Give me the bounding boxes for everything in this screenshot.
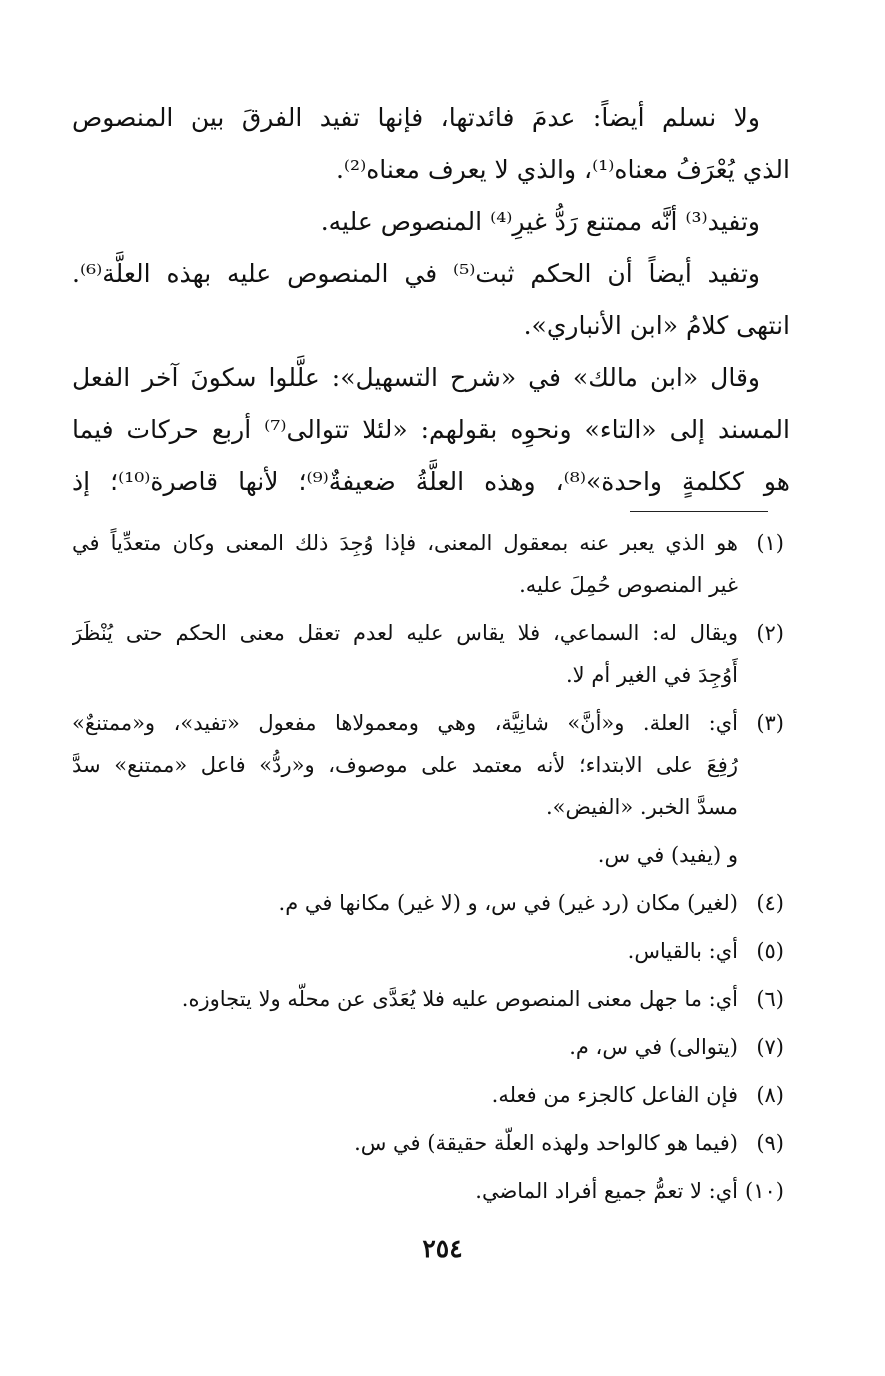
footnote-number: (٧) [756,1035,784,1059]
footnote-text [72,522,738,606]
footnote-item [72,1170,784,1212]
main-text-line: ولا نسلم أيضاً: عدمَ فائدتها، فإنها تفيد الفرقَ بين المنصوص [72,103,760,132]
main-text-line: وتفيد أيضاً أن الحكم ثبت⁽⁵⁾ في المنصوص عليه بهذه العلَّة⁽⁶⁾. [72,259,760,288]
footnote-text [72,1122,738,1164]
footnote-line: (يتوالى) في س، م. [569,1035,738,1059]
page-number: ٢٥٤ [422,1234,463,1263]
footnote-number: (٨) [756,1083,784,1107]
footnote-text [72,612,738,696]
footnote-item [72,702,784,828]
footnotes-block [72,522,784,1218]
footnote-number: (٣) [756,711,784,735]
footnote-line: رُفِعَ على الابتداء؛ لأنه معتمد على موصوف، و«ردُّ» فاعل «ممتنع» سدَّ [72,753,738,777]
main-text-line: وتفيد⁽³⁾ أنَّه ممتنع رَدُّ غيرِ⁽⁴⁾ المنصوص عليه. [320,207,760,236]
footnote-line: أي: لا تعمُّ جميع أفراد الماضي. [475,1179,738,1203]
footnote-text [72,978,738,1020]
footnote-text [72,1026,738,1068]
footnote-number: (٢) [756,621,784,645]
main-text-line: وقال «ابن مالك» في «شرح التسهيل»: علَّلوا سكونَ آخر الفعل [72,363,760,392]
footnote-text [72,882,738,924]
footnote-line: هو الذي يعبر عنه بمعقول المعنى، فإذا وُجِدَ ذلك المعنى وكان متعدِّياً في [72,531,738,555]
footnote-line: مسدَّ الخبر. «الفيض». [545,795,738,819]
footnote-line: أَوُجِدَ في الغير أم لا. [566,663,738,687]
footnote-text [72,1170,738,1212]
footnote-text [72,930,738,972]
footnote-number: (١) [756,531,784,555]
footnote-line: أي: ما جهل معنى المنصوص عليه فلا يُعَدَّى عن محلّه ولا يتجاوزه. [181,987,738,1011]
footnote-number: (٦) [756,987,784,1011]
footnote-number: (٩) [756,1131,784,1155]
footnote-number: (٤) [756,891,784,915]
footnote-item [72,882,784,924]
footnote-line: أي: بالقياس. [627,939,738,963]
footnote-text [72,702,738,828]
main-text-line: الذي يُعْرَفُ معناه⁽¹⁾، والذي لا يعرف معناه⁽²⁾. [335,155,790,184]
footnote-line: (فيما هو كالواحد ولهذه العلّة حقيقة) في س. [354,1131,738,1155]
footnote-item [72,522,784,606]
footnote-continuation: و (يفيد) في س. [597,843,738,867]
main-text-line: المسند إلى «التاء» ونحوِه بقولهم: «لئلا تتوالى⁽⁷⁾ أربع حركات فيما [72,415,790,444]
footnote-text [72,1074,738,1116]
main-text-line: انتهى كلامُ «ابن الأنباري». [523,311,790,340]
footnote-item [72,978,784,1020]
footnote-item [72,930,784,972]
footnote-line: (لغير) مكان (رد غير) في س، و (لا غير) مكانها في م. [278,891,738,915]
footnote-item [72,612,784,696]
main-text-block [72,92,790,508]
footnote-number: (١٠) [745,1179,784,1203]
footnote-line: فإن الفاعل كالجزء من فعله. [491,1083,738,1107]
main-text-line: هو ككلمةٍ واحدة»⁽⁸⁾، وهذه العلَّةُ ضعيفةٌ⁽⁹⁾؛ لأنها قاصرة⁽¹⁰⁾؛ إذ [72,467,790,496]
footnote-item [72,1026,784,1068]
footnote-item [72,1074,784,1116]
footnote-line: أي: العلة. و«أنَّ» شانِيَّة، وهي ومعمولاها مفعول «تفيد»، و«ممتنعٌ» [72,711,738,735]
footnote-number: (٥) [756,939,784,963]
footnote-line: غير المنصوص حُمِلَ عليه. [519,573,738,597]
footnote-item [72,1122,784,1164]
footnote-line: ويقال له: السماعي، فلا يقاس عليه لعدم تعقل معنى الحكم حتى يُنْظَرَ [72,621,738,645]
footnote-separator [630,511,768,512]
